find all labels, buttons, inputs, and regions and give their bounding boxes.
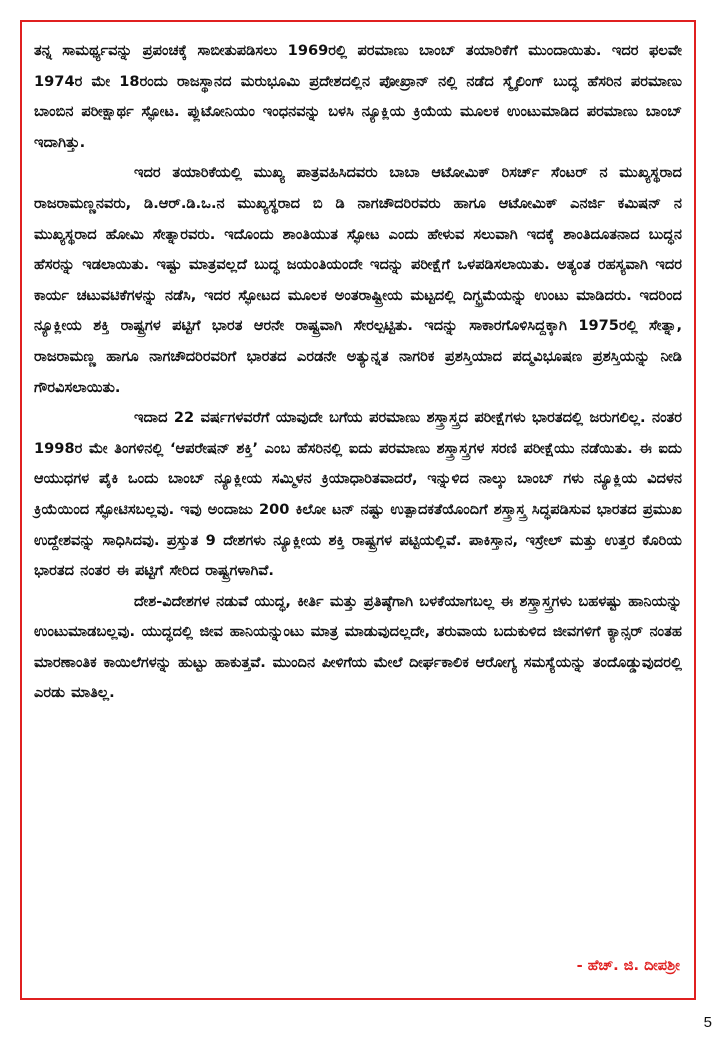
page-number: 5 — [703, 1014, 712, 1031]
paragraph-1: ತನ್ನ ಸಾಮರ್ಥ್ಯವನ್ನು ಪ್ರಪಂಚಕ್ಕೆ ಸಾಬೀತುಪಡಿಸಲು 1969ರಲ್ಲಿ ಪರಮಾಣು ಬಾಂಬ್ ತಯಾರಿಕೆಗೆ ಮುಂದಾಯಿತು. ಇದರ ಫಲವೇ 1974ರ ಮೇ 18ರಂದು ರಾಜಸ್ಥಾನದ ಮರುಭೂಮಿ ಪ್ರದೇಶದಲ್ಲಿನ ಪೋಖ್ರಾನ್ ನಲ್ಲಿ ನಡೆದ ಸ್ಮೈಲಿಂಗ್ ಬುದ್ಧ ಹೆಸರಿನ ಪರಮಾಣು ಬಾಂಬಿನ ಪರೀಕ್ಷಾರ್ಥ ಸ್ಫೋಟ. ಪ್ಲುಟೋನಿಯಂ ಇಂಧನವನ್ನು ಬಳಸಿ ನ್ಯೂಕ್ಲಿಯ ಕ್ರಿಯೆಯ ಮೂಲಕ ಉಂಟುಮಾಡಿದ ಪರಮಾಣು ಬಾಂಬ್ ಇದಾಗಿತ್ತು. — [34, 42, 682, 151]
page-border-frame — [20, 20, 696, 1000]
paragraph-2: ಇದರ ತಯಾರಿಕೆಯಲ್ಲಿ ಮುಖ್ಯ ಪಾತ್ರವಹಿಸಿದವರು ಬಾಬಾ ಆಟೋಮಿಕ್ ರಿಸರ್ಚ್ ಸೆಂಟರ್ ನ ಮುಖ್ಯಸ್ಥರಾದ ರಾಜರಾಮಣ್ಣನವರು, ಡಿ.ಆರ್.ಡಿ.ಒ.ನ ಮುಖ್ಯಸ್ಥರಾದ ಬಿ ಡಿ ನಾಗಚೌದರಿರವರು ಹಾಗೂ ಆಟೋಮಿಕ್ ಎನರ್ಜಿ ಕಮಿಷನ್ ನ ಮುಖ್ಯಸ್ಥರಾದ ಹೋಮಿ ಸೇತ್ನಾರವರು. ಇದೊಂದು ಶಾಂತಿಯುತ ಸ್ಫೋಟ ಎಂದು ಹೇಳುವ ಸಲುವಾಗಿ ಇದಕ್ಕೆ ಶಾಂತಿದೂತನಾದ ಬುದ್ಧನ ಹೆಸರನ್ನು ಇಡಲಾಯಿತು. ಇಷ್ಟು ಮಾತ್ರವಲ್ಲದೆ ಬುದ್ಧ ಜಯಂತಿಯಂದೇ ಇದನ್ನು ಪರೀಕ್ಷೆಗೆ ಒಳಪಡಿಸಲಾಯಿತು. ಅತ್ಯಂತ ರಹಸ್ಯವಾಗಿ ಇದರ ಕಾರ್ಯ ಚಟುವಟಿಕೆಗಳನ್ನು ನಡೆಸಿ, ಇದರ ಸ್ಫೋಟದ ಮೂಲಕ ಅಂತರಾಷ್ಟ್ರೀಯ ಮಟ್ಟದಲ್ಲಿ ದಿಗ್ಭ್ರಮೆಯನ್ನು ಉಂಟು ಮಾಡಿದರು. ಇದರಿಂದ ನ್ಯೂಕ್ಲೀಯ ಶಕ್ತಿ ರಾಷ್ಟ್ರಗಳ ಪಟ್ಟಿಗೆ ಭಾರತ ಆರನೇ ರಾಷ್ಟ್ರವಾಗಿ ಸೇರಲ್ಪಟ್ಟಿತು. ಇದನ್ನು ಸಾಕಾರಗೊಳಿಸಿದ್ದಕ್ಕಾಗಿ 1975ರಲ್ಲಿ ಸೇತ್ನಾ, ರಾಜರಾಮಣ್ಣ ಹಾಗೂ ನಾಗಚೌದರಿರವರಿಗೆ ಭಾರತದ ಎರಡನೇ ಅತ್ಯುನ್ನತ ನಾಗರಿಕ ಪ್ರಶಸ್ತಿಯಾದ ಪದ್ಮವಿಭೂಷಣ ಪ್ರಶಸ್ತಿಯನ್ನು ನೀಡಿ ಗೌರವಿಸಲಾಯಿತು. — [34, 164, 682, 396]
paragraph-3: ಇದಾದ 22 ವರ್ಷಗಳವರೆಗೆ ಯಾವುದೇ ಬಗೆಯ ಪರಮಾಣು ಶಸ್ತ್ರಾಸ್ತ್ರದ ಪರೀಕ್ಷೆಗಳು ಭಾರತದಲ್ಲಿ ಜರುಗಲಿಲ್ಲ. ನಂತರ 1998ರ ಮೇ ತಿಂಗಳಿನಲ್ಲಿ ‘ಆಪರೇಷನ್ ಶಕ್ತಿ’ ಎಂಬ ಹೆಸರಿನಲ್ಲಿ ಐದು ಪರಮಾಣು ಶಸ್ತ್ರಾಸ್ತ್ರಗಳ ಸರಣಿ ಪರೀಕ್ಷೆಯು ನಡೆಯಿತು. ಈ ಐದು ಆಯುಧಗಳ ಪೈಕಿ ಒಂದು ಬಾಂಬ್ ನ್ಯೂಕ್ಲೀಯ ಸಮ್ಮಿಳನ ಕ್ರಿಯಾಧಾರಿತವಾದರೆ, ಇನ್ನುಳಿದ ನಾಲ್ಕು ಬಾಂಬ್ ಗಳು ನ್ಯೂಕ್ಲಿಯ ವಿದಳನ ಕ್ರಿಯೆಯಿಂದ ಸ್ಫೋಟಿಸಬಲ್ಲವು. ಇವು ಅಂದಾಜು 200 ಕಿಲೋ ಟನ್ ನಷ್ಟು ಉತ್ಪಾದಕತೆಯೊಂದಿಗೆ ಶಸ್ತ್ರಾಸ್ತ್ರ ಸಿದ್ಧಪಡಿಸುವ ಭಾರತದ ಪ್ರಮುಖ ಉದ್ದೇಶವನ್ನು ಸಾಧಿಸಿದವು. ಪ್ರಸ್ತುತ 9 ದೇಶಗಳು ನ್ಯೂಕ್ಲೀಯ ಶಕ್ತಿ ರಾಷ್ಟ್ರಗಳ ಪಟ್ಟಿಯಲ್ಲಿವೆ. ಪಾಕಿಸ್ತಾನ, ಇಸ್ರೇಲ್ ಮತ್ತು ಉತ್ತರ ಕೊರಿಯ ಭಾರತದ ನಂತರ ಈ ಪಟ್ಟಿಗೆ ಸೇರಿದ ರಾಷ್ಟ್ರಗಳಾಗಿವೆ. — [34, 409, 682, 580]
author-byline: - ಹೆಚ್. ಜಿ. ದೀಪಶ್ರೀ — [576, 957, 680, 974]
paragraph-4: ದೇಶ-ವಿದೇಶಗಳ ನಡುವೆ ಯುದ್ಧ, ಕೀರ್ತಿ ಮತ್ತು ಪ್ರತಿಷ್ಠೆಗಾಗಿ ಬಳಕೆಯಾಗಬಲ್ಲ ಈ ಶಸ್ತ್ರಾಸ್ತ್ರಗಳು ಬಹಳಷ್ಟು ಹಾನಿಯನ್ನು ಉಂಟುಮಾಡಬಲ್ಲವು. ಯುದ್ಧದಲ್ಲಿ ಜೀವ ಹಾನಿಯನ್ನುಂಟು ಮಾತ್ರ ಮಾಡುವುದಲ್ಲದೇ, ತರುವಾಯ ಬದುಕುಳಿದ ಜೀವಗಳಿಗೆ ಕ್ಯಾನ್ಸರ್ ನಂತಹ ಮಾರಣಾಂತಿಕ ಕಾಯಿಲೆಗಳನ್ನು ಹುಟ್ಟು ಹಾಕುತ್ತವೆ. ಮುಂದಿನ ಪೀಳಿಗೆಯ ಮೇಲೆ ದೀರ್ಘಕಾಲಿಕ ಆರೋಗ್ಯ ಸಮಸ್ಯೆಯನ್ನು ತಂದೊಡ್ಡುವುದರಲ್ಲಿ ಎರಡು ಮಾತಿಲ್ಲ. — [34, 592, 682, 702]
article-body — [34, 36, 682, 709]
